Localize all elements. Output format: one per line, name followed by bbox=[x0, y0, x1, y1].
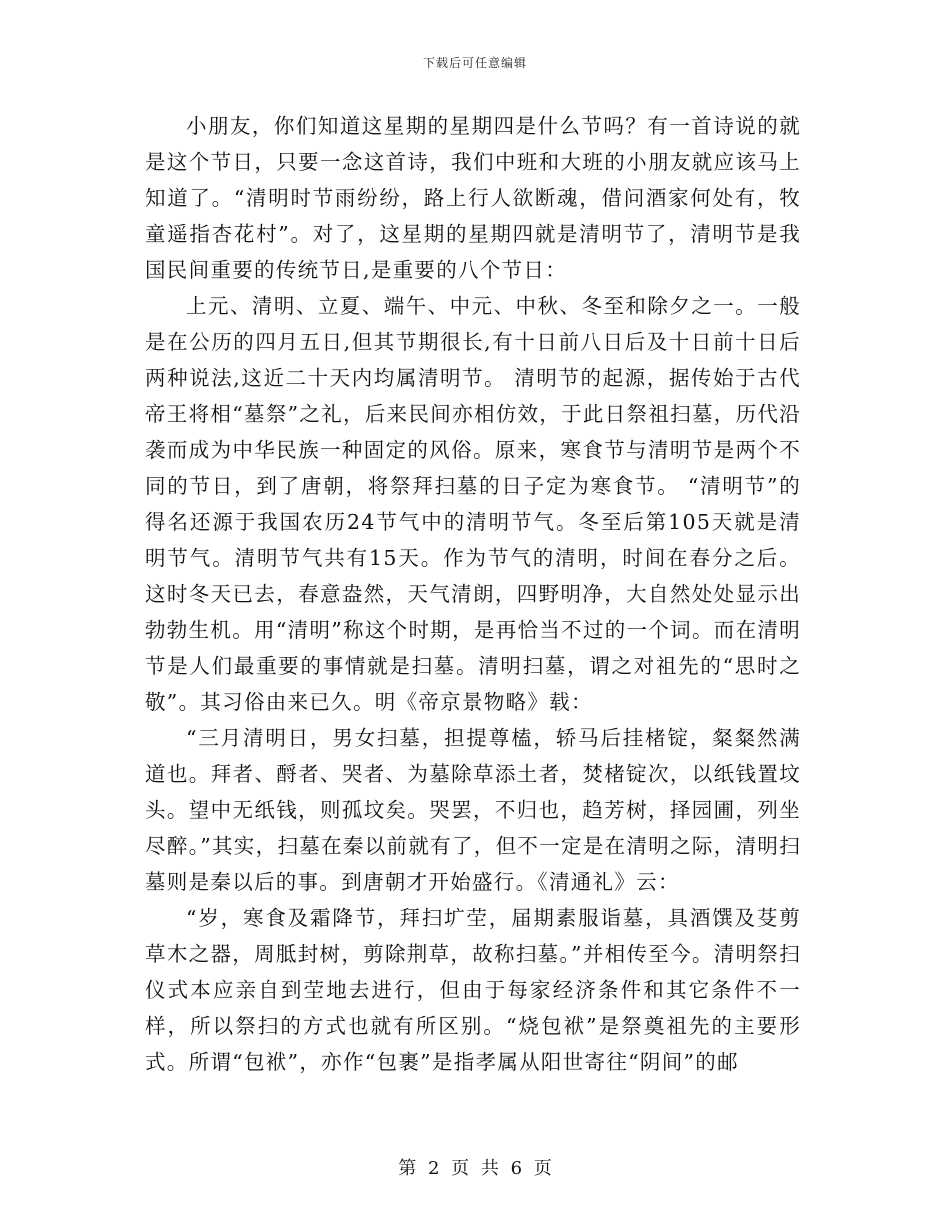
document-body bbox=[145, 108, 801, 1080]
paragraph: 上元、清明、立夏、端午、中元、中秋、冬至和除夕之一。一般是在公历的四月五日,但其节期很长,有十日前八日后及十日前十日后两种说法,这近二十天内均属清明节。 清明节的起源，据传始于古代帝王将相“墓祭”之礼，后来民间亦相仿效，于此日祭祖扫墓，历代沿袭而成为中华民族一种固定的风俗。原来，寒食节与清明节是两个不同的节日，到了唐朝，将祭拜扫墓的日子定为寒食节。 “清明节”的得名还源于我国农历24节气中的清明节气。冬至后第105天就是清明节气。清明节气共有15天。作为节气的清明，时间在春分之后。这时冬天已去，春意盎然，天气清朗，四野明净，大自然处处显示出勃勃生机。用“清明”称这个时期，是再恰当不过的一个词。而在清明节是人们最重要的事情就是扫墓。清明扫墓，谓之对祖先的“思时之敬”。其习俗由来已久。明《帝京景物略》载： bbox=[145, 294, 801, 714]
page-number: 第 2 页 共 6 页 bbox=[398, 1158, 552, 1179]
paragraph: “三月清明日，男女扫墓，担提尊榼，轿马后挂楮锭，粲粲然满道也。拜者、酹者、哭者、为墓除草添土者，焚楮锭次，以纸钱置坟头。望中无纸钱，则孤坟矣。哭罢，不归也，趋芳树，择园圃，列坐尽醉。”其实，扫墓在秦以前就有了，但不一定是在清明之际，清明扫墓则是秦以后的事。到唐朝才开始盛行。《清通礼》云： bbox=[145, 726, 801, 894]
paragraph: “岁，寒食及霜降节，拜扫圹茔，届期素服诣墓，具酒馔及芟剪草木之器，周胝封树，剪除荆草，故称扫墓。”并相传至今。清明祭扫仪式本应亲自到茔地去进行，但由于每家经济条件和其它条件不一样，所以祭扫的方式也就有所区别。“烧包袱”是祭奠祖先的主要形式。所谓“包袱”，亦作“包裹”是指孝属从阳世寄往“阴间”的邮 bbox=[145, 906, 801, 1074]
page-header: 下载后可任意编辑 bbox=[422, 56, 527, 70]
paragraph: 小朋友，你们知道这星期的星期四是什么节吗？有一首诗说的就是这个节日，只要一念这首诗，我们中班和大班的小朋友就应该马上知道了。“清明时节雨纷纷，路上行人欲断魂，借问酒家何处有，牧童遥指杏花村”。对了，这星期的星期四就是清明节了，清明节是我国民间重要的传统节日,是重要的八个节日： bbox=[145, 114, 801, 282]
